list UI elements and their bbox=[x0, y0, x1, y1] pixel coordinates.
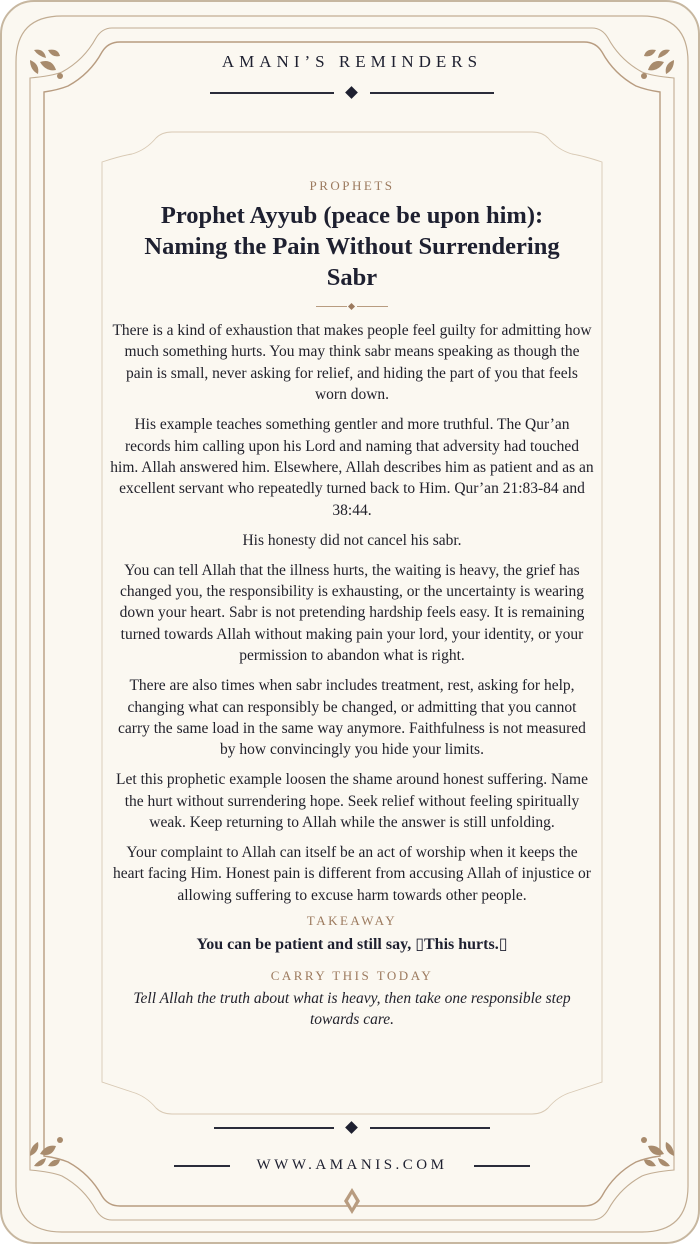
diamond-ornament-icon bbox=[340, 1186, 364, 1216]
body-paragraph: There is a kind of exhaustion that makes people feel guilty for admitting how much something hurts. You may think sabr means speaking as though the pain is small, never asking for relief, and hiding the part of you that feels worn down. bbox=[112, 322, 592, 404]
body-paragraph: His honesty did not cancel his sabr. bbox=[242, 531, 462, 549]
body-paragraph: Let this prophetic example loosen the shame around honest suffering. Name the hurt without surrendering hope. Seek relief without feeling spiritually weak. Keep returning to Allah while the answer is still unfolding. bbox=[116, 771, 588, 832]
title-separator-left bbox=[316, 306, 347, 307]
title-separator-right bbox=[357, 306, 388, 307]
article-title: Prophet Ayyub (peace be upon him): Naming the Pain Without Surrendering Sabr bbox=[144, 202, 560, 291]
footer-rule-right-lower bbox=[474, 1165, 530, 1167]
takeaway-text: You can be patient and still say, ▯This hurts.▯ bbox=[196, 935, 508, 953]
body-paragraph: Your complaint to Allah can itself be an act of worship when it keeps the heart facing Him. Honest pain is different from accusing Allah of injustice or allowing suffering to excuse harm towards other people. bbox=[113, 843, 591, 904]
carry-text: Tell Allah the truth about what is heavy, then take one responsible step towards care. bbox=[133, 990, 571, 1029]
takeaway-label: TAKEAWAY bbox=[306, 913, 398, 929]
body-paragraph: You can tell Allah that the illness hurts, the waiting is heavy, the grief has changed you, the responsibility is exhausting, or the uncertainty is wearing down your heart. Sabr is not pretending hardship feels easy. It is remaining turned towards Allah without making pain your lord, your identity, or your permission to abandon what is right. bbox=[119, 561, 585, 665]
carry-label: CARRY THIS TODAY bbox=[270, 967, 434, 983]
body-paragraph: His example teaches something gentler and more truthful. The Qur’an records him calling upon his Lord and naming that adversity had touched him. Allah answered him. Elsewhere, Allah describes him as patient and as an excellent servant who repeatedly turned back to Him. Qur’an 21:83-84 and 38:44. bbox=[110, 416, 594, 519]
brand-title: AMANI’S REMINDERS bbox=[221, 52, 483, 71]
website-link[interactable]: WWW.AMANIS.COM bbox=[256, 1157, 448, 1173]
body-paragraph: There are also times when sabr includes treatment, rest, asking for help, changing what can responsibly be changed, or admitting that you cannot carry the same load in the same way anymore. Faithfulness is not measured by how convincingly you hide your limits. bbox=[118, 677, 586, 759]
category-label: PROPHETS bbox=[309, 178, 395, 193]
article-body bbox=[110, 320, 594, 1030]
header-rule-left bbox=[210, 92, 334, 94]
footer-rule-right bbox=[370, 1127, 490, 1129]
header-rule-right bbox=[370, 92, 494, 94]
footer-rule-left bbox=[214, 1127, 334, 1129]
